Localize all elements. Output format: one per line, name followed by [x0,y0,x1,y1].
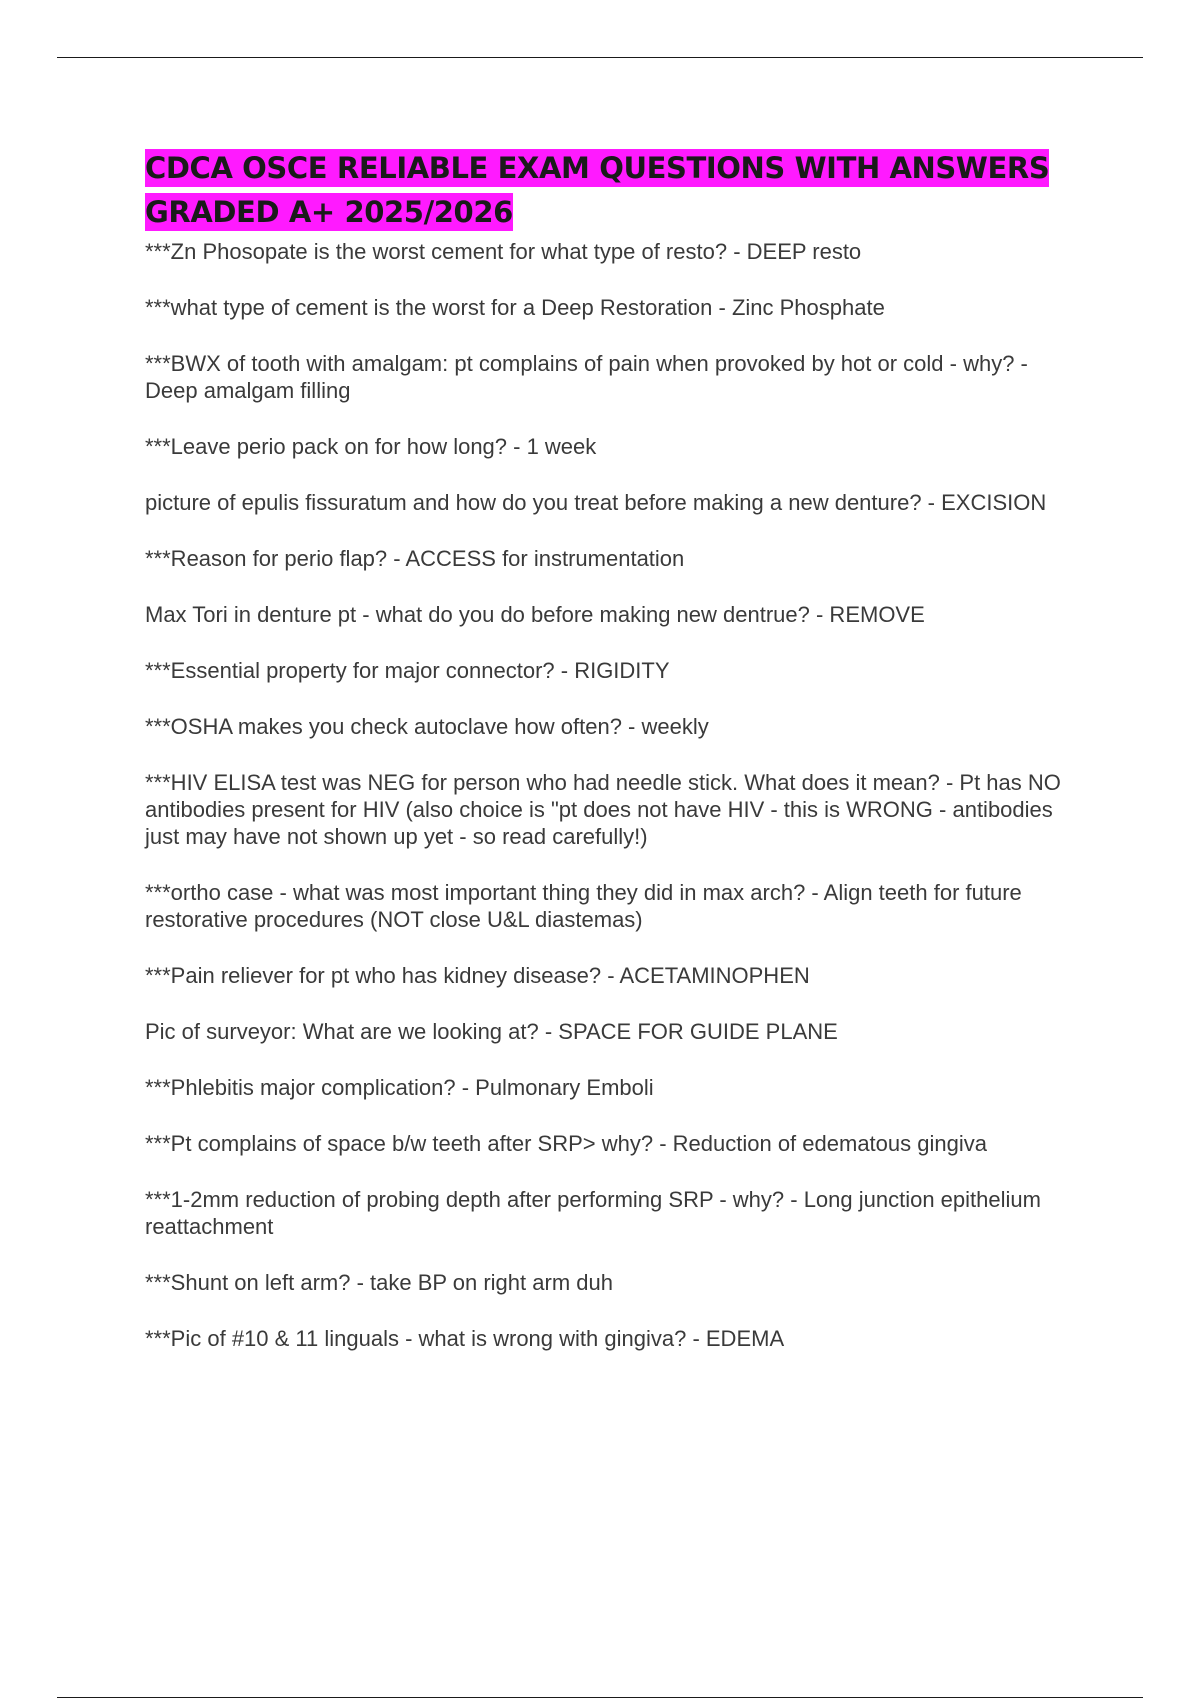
qa-item: ***what type of cement is the worst for a Deep Restoration - Zinc Phosphate [145,295,885,320]
qa-item: ***Pic of #10 & 11 linguals - what is wrong with gingiva? - EDEMA [145,1326,785,1351]
document-body [145,146,1085,1381]
qa-item: ***OSHA makes you check autoclave how often? - weekly [145,714,709,739]
qa-item: ***Reason for perio flap? - ACCESS for instrumentation [145,546,685,571]
qa-item: Max Tori in denture pt - what do you do before making new dentrue? - REMOVE [145,602,925,627]
qa-item: picture of epulis fissuratum and how do you treat before making a new denture? - EXCISION [145,490,1047,515]
qa-list [145,238,1085,1352]
bottom-divider [57,1697,1143,1698]
qa-item: ***Phlebitis major complication? - Pulmonary Emboli [145,1075,654,1100]
qa-item: ***BWX of tooth with amalgam: pt complains of pain when provoked by hot or cold - why? - Deep amalgam filling [145,351,1028,403]
qa-item: Pic of surveyor: What are we looking at? - SPACE FOR GUIDE PLANE [145,1019,838,1044]
qa-item: ***ortho case - what was most important thing they did in max arch? - Align teeth for future restorative procedures (NOT close U&L diastemas) [145,880,1022,932]
qa-item: ***Pain reliever for pt who has kidney disease? - ACETAMINOPHEN [145,963,810,988]
qa-item: ***Zn Phosopate is the worst cement for what type of resto? - DEEP resto [145,239,862,264]
qa-item: ***HIV ELISA test was NEG for person who had needle stick. What does it mean? - Pt has NO antibodies present for HIV (also choice is "pt does not have HIV - this is WRONG - antibodies just may have not shown up yet - so read carefully!) [145,770,1061,849]
document-title [145,146,1085,234]
qa-item: ***1-2mm reduction of probing depth after performing SRP - why? - Long junction epithelium reattachment [145,1187,1041,1239]
document-title-text: CDCA OSCE RELIABLE EXAM QUESTIONS WITH ANSWERS GRADED A+ 2025/2026 [145,151,1050,229]
top-divider [57,57,1143,58]
qa-item: ***Pt complains of space b/w teeth after SRP> why? - Reduction of edematous gingiva [145,1131,987,1156]
qa-item: ***Shunt on left arm? - take BP on right arm duh [145,1270,613,1295]
qa-item: ***Leave perio pack on for how long? - 1 week [145,434,597,459]
qa-item: ***Essential property for major connector? - RIGIDITY [145,658,670,683]
